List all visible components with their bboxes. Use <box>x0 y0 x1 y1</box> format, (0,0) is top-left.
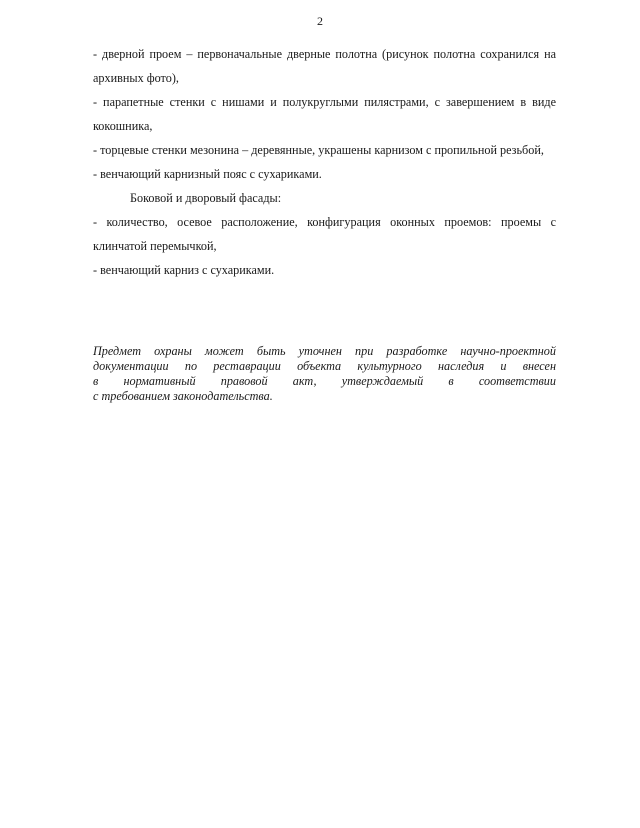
protection-subject-note <box>93 344 556 404</box>
note-line: документации по реставрации объекта культурного наследия и внесен <box>93 359 556 373</box>
list-item-window-openings: - количество, осевое расположение, конфигурация оконных проемов: проемы с клинчатой перемычкой, <box>93 215 556 253</box>
protected-features-list <box>93 42 556 282</box>
list-item-parapet-walls: - парапетные стенки с нишами и полукруглыми пилястрами, с завершением в виде кокошника, <box>93 95 556 133</box>
list-item-cornice-belt: - венчающий карнизный пояс с сухариками. <box>93 167 322 181</box>
page-number: 2 <box>317 14 323 28</box>
note-line: в нормативный правовой акт, утверждаемый в соответствии <box>93 374 556 388</box>
note-line: Предмет охраны может быть уточнен при разработке научно-проектной <box>93 344 556 358</box>
section-heading-side-facades: Боковой и дворовый фасады: <box>130 191 282 205</box>
list-item-door-opening: - дверной проем – первоначальные дверные полотна (рисунок полотна сохранился на архивных фото), <box>93 47 556 85</box>
note-line: с требованием законодательства. <box>93 389 273 403</box>
list-item-crowning-cornice: - венчающий карниз с сухариками. <box>93 263 275 277</box>
list-item-mezzanine-walls: - торцевые стенки мезонина – деревянные, украшены карнизом с пропильной резьбой, <box>93 143 544 157</box>
